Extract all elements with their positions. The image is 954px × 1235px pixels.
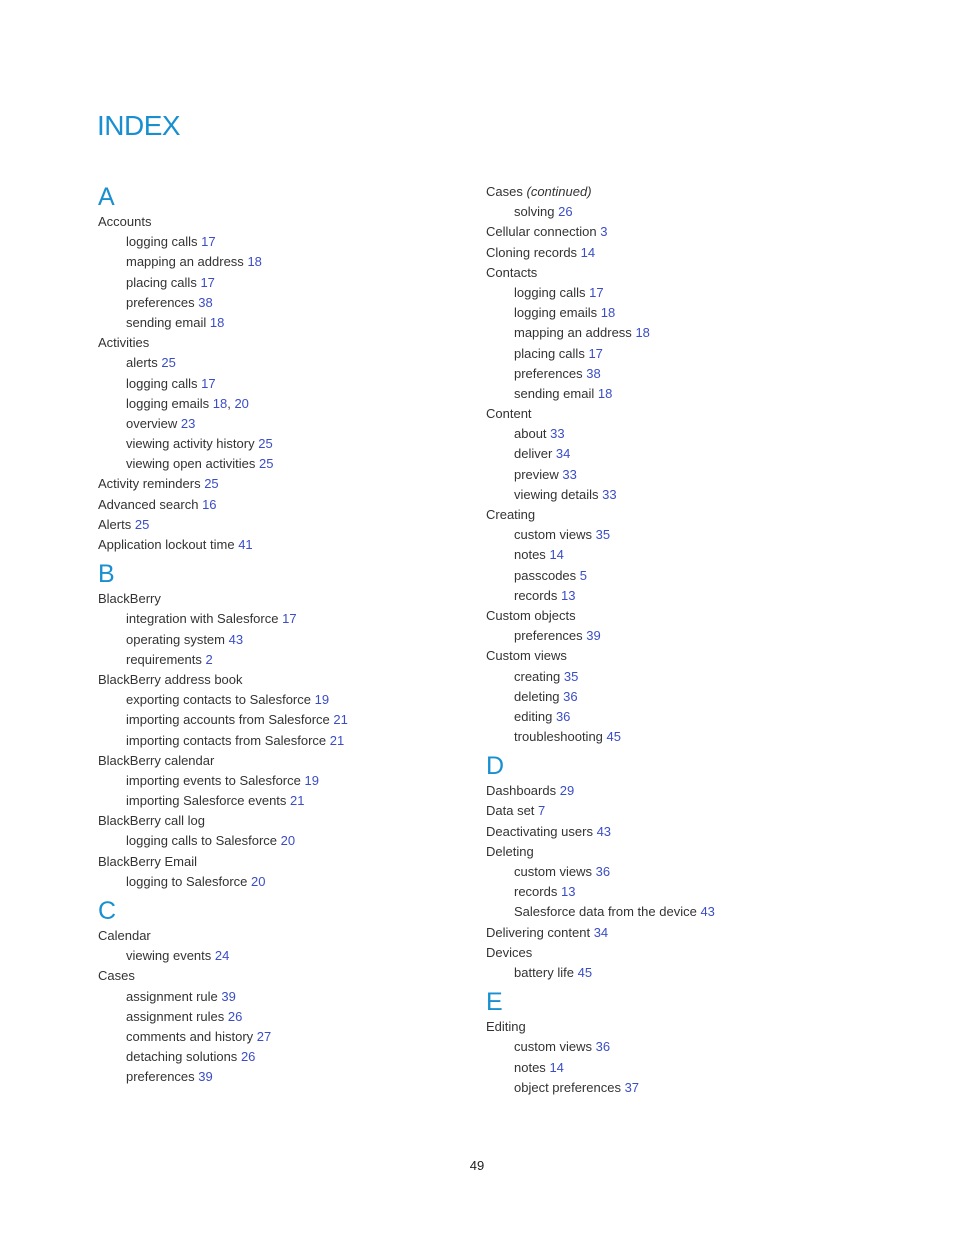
page-ref-link[interactable]: 13 bbox=[560, 587, 576, 603]
page-ref-link[interactable]: 38 bbox=[198, 294, 213, 310]
index-subentry-records bbox=[486, 882, 886, 902]
page-ref-link[interactable]: 23 bbox=[180, 415, 196, 431]
entry-label: Custom objects bbox=[486, 607, 576, 623]
page-ref-link[interactable]: 27 bbox=[256, 1028, 272, 1044]
entry-label: preferences bbox=[126, 1069, 195, 1085]
index-subentry-importing-events-to-salesforce bbox=[98, 771, 498, 791]
entry-label: importing Salesforce events bbox=[126, 793, 287, 809]
page-ref-link[interactable]: 26 bbox=[227, 1008, 243, 1024]
page-ref-link[interactable]: 20 bbox=[280, 833, 296, 849]
page-ref-link[interactable]: 5 bbox=[579, 567, 588, 583]
index-entry-alerts bbox=[98, 515, 498, 535]
page-ref-link[interactable]: 36 bbox=[555, 708, 571, 724]
entry-label: notes bbox=[514, 1059, 546, 1075]
index-subentry-logging-calls bbox=[486, 283, 886, 303]
index-subentry-requirements bbox=[98, 650, 498, 670]
entry-label: Activities bbox=[98, 335, 150, 351]
index-subentry-solving bbox=[486, 202, 886, 222]
page-ref-link[interactable]: 21 bbox=[290, 793, 305, 809]
entry-label: sending email bbox=[514, 385, 595, 401]
page-ref-link[interactable]: 21 bbox=[333, 712, 348, 728]
index-entry-editing bbox=[486, 1017, 886, 1037]
index-subentry-logging-emails bbox=[486, 303, 886, 323]
index-entry-dashboards bbox=[486, 781, 886, 801]
page-ref-link[interactable]: 18 bbox=[597, 385, 613, 401]
index-subentry-placing-calls bbox=[486, 344, 886, 364]
index-subentry-placing-calls bbox=[98, 273, 498, 293]
entry-label: Data set bbox=[486, 803, 535, 819]
page-ref-link[interactable]: 17 bbox=[589, 284, 604, 300]
page-ref-link[interactable]: 43 bbox=[700, 904, 715, 920]
page-number: 49 bbox=[469, 1158, 485, 1173]
page-ref-link[interactable]: 18 bbox=[600, 305, 616, 321]
entry-label: importing events to Salesforce bbox=[126, 772, 301, 788]
index-subentry-logging-calls bbox=[98, 374, 498, 394]
index-subentry-deleting bbox=[486, 687, 886, 707]
entry-label: records bbox=[514, 884, 558, 900]
entry-label: object preferences bbox=[514, 1079, 621, 1095]
index-entry-devices bbox=[486, 943, 886, 963]
entry-label: solving bbox=[514, 204, 555, 220]
index-entry-application-lockout-time bbox=[98, 535, 498, 555]
index-subentry-assignment-rule bbox=[98, 987, 498, 1007]
entry-label: Dashboards bbox=[486, 783, 557, 799]
index-column-right bbox=[486, 182, 886, 1098]
page-ref-link[interactable]: 26 bbox=[240, 1049, 256, 1065]
page-ref-link[interactable]: 21 bbox=[329, 732, 345, 748]
index-entry-creating bbox=[486, 505, 886, 525]
entry-label: Cloning records bbox=[486, 244, 578, 260]
entry-label: mapping an address bbox=[514, 325, 632, 341]
entry-label: BlackBerry address book bbox=[98, 671, 243, 687]
entry-label: records bbox=[514, 587, 558, 603]
index-subentry-mapping-an-address bbox=[98, 252, 498, 272]
entry-label: Cases bbox=[98, 968, 135, 984]
entry-label: placing calls bbox=[514, 345, 585, 361]
index-entry-accounts bbox=[98, 212, 498, 232]
entry-label: logging calls to Salesforce bbox=[126, 833, 278, 849]
entry-label: Devices bbox=[486, 944, 533, 960]
page-ref-link[interactable]: 17 bbox=[200, 274, 215, 290]
index-subentry-viewing-open-activities bbox=[98, 454, 498, 474]
index-subentry-sending-email bbox=[98, 313, 498, 333]
index-subentry-object-preferences bbox=[486, 1078, 886, 1098]
index-entry-blackberry bbox=[98, 589, 498, 609]
index-subentry-logging-calls bbox=[98, 232, 498, 252]
entry-label: Content bbox=[486, 406, 532, 422]
page-ref-link[interactable]: 36 bbox=[595, 1039, 611, 1055]
entry-label: Deactivating users bbox=[486, 823, 593, 839]
index-subentry-logging-emails: logging emails 18, 20 bbox=[126, 395, 249, 411]
page-ref-link[interactable]: 29 bbox=[559, 783, 575, 799]
entry-label: detaching solutions bbox=[126, 1049, 238, 1065]
page-ref-link[interactable]: 18 bbox=[209, 314, 225, 330]
entry-label: custom views bbox=[514, 527, 593, 543]
entry-label: sending email bbox=[126, 314, 207, 330]
index-subentry-custom-views bbox=[486, 862, 886, 882]
page-ref-link[interactable]: 39 bbox=[198, 1069, 213, 1085]
page-ref-link[interactable]: 18 bbox=[247, 254, 262, 270]
index-subentry-operating-system bbox=[98, 630, 498, 650]
index-subentry-deliver bbox=[486, 444, 886, 464]
index-entry-contacts bbox=[486, 263, 886, 283]
index-subentry-notes bbox=[486, 1058, 886, 1078]
entry-label: Alerts bbox=[98, 516, 132, 532]
index-subentry-mapping-an-address bbox=[486, 323, 886, 343]
index-entry-activity-reminders bbox=[98, 474, 498, 494]
section-letter-d: D bbox=[486, 752, 505, 781]
index-entry-activities bbox=[98, 333, 498, 353]
index-subentry-viewing-events bbox=[98, 946, 498, 966]
entry-label: Deleting bbox=[486, 843, 534, 859]
index-subentry-exporting-contacts-to-salesforce bbox=[98, 690, 498, 710]
page-ref-link[interactable]: 17 bbox=[201, 375, 216, 391]
continued-label: (continued) bbox=[526, 184, 592, 199]
section-letter-e: E bbox=[486, 988, 503, 1017]
page-ref-link[interactable]: 39 bbox=[586, 628, 601, 644]
index-entry-custom-objects bbox=[486, 606, 886, 626]
index-entry-data-set bbox=[486, 801, 886, 821]
index-subentry-troubleshooting bbox=[486, 727, 886, 747]
entry-label: Calendar bbox=[98, 928, 151, 943]
index-subentry-viewing-details bbox=[486, 485, 886, 505]
index-entry-deactivating-users bbox=[486, 822, 886, 842]
page-ref-link[interactable]: 45 bbox=[577, 964, 593, 980]
section-letter-a: A bbox=[98, 183, 115, 211]
entry-label: logging calls bbox=[126, 375, 198, 391]
entry-label: about bbox=[514, 426, 547, 442]
entry-label: viewing activity history bbox=[126, 436, 255, 452]
entry-label: Activity reminders bbox=[98, 476, 201, 492]
page-title: INDEX bbox=[97, 110, 181, 141]
index-entry-blackberry-email bbox=[98, 852, 498, 872]
entry-label: requirements bbox=[126, 651, 202, 667]
entry-label: Cellular connection bbox=[486, 224, 597, 240]
entry-label: preview bbox=[514, 466, 559, 482]
index-subentry-overview bbox=[98, 414, 498, 434]
index-entry-advanced-search bbox=[98, 495, 498, 515]
page-ref-link[interactable]: 14 bbox=[549, 547, 564, 563]
index-subentry-preferences bbox=[98, 293, 498, 313]
page-ref-link[interactable]: 25 bbox=[258, 456, 274, 472]
entry-label: assignment rule bbox=[126, 988, 218, 1004]
index-subentry-creating bbox=[486, 667, 886, 687]
index-entry-delivering-content bbox=[486, 923, 886, 943]
entry-label: integration with Salesforce bbox=[126, 611, 279, 627]
index-entry-cases bbox=[98, 966, 498, 986]
entry-label: preferences bbox=[514, 628, 583, 644]
page-ref-link[interactable]: 33 bbox=[550, 426, 565, 442]
index-subentry-battery-life bbox=[486, 963, 886, 983]
entry-label: preferences bbox=[514, 365, 583, 381]
index-subentry-preferences bbox=[486, 364, 886, 384]
page-ref-link[interactable]: 25 bbox=[134, 516, 150, 532]
index-entry-cellular-connection bbox=[486, 222, 886, 242]
index-entry-deleting bbox=[486, 842, 886, 862]
index-subentry-logging-calls-to-salesforce bbox=[98, 831, 498, 851]
page-ref-link[interactable]: 17 bbox=[282, 611, 297, 627]
index-subentry-passcodes bbox=[486, 566, 886, 586]
entry-label: alerts bbox=[126, 355, 158, 371]
index-subentry-comments-and-history bbox=[98, 1027, 498, 1047]
entry-label: Custom views bbox=[486, 648, 567, 664]
entry-label: Creating bbox=[486, 507, 536, 522]
page-ref-link[interactable]: 36 bbox=[563, 688, 578, 704]
page-ref-link[interactable]: 35 bbox=[595, 527, 611, 543]
entry-label: Contacts bbox=[486, 264, 538, 280]
index-subentry-custom-views bbox=[486, 525, 886, 545]
page-ref-link[interactable]: 26 bbox=[558, 204, 573, 220]
page-ref-link[interactable]: 3 bbox=[600, 224, 608, 240]
entry-label: troubleshooting bbox=[514, 729, 603, 745]
index-subentry-preferences bbox=[98, 1067, 498, 1087]
entry-label: logging emails bbox=[126, 395, 210, 411]
page-ref-link[interactable]: 18 bbox=[212, 395, 228, 411]
entry-label: Cases bbox=[486, 184, 523, 199]
index-entry-blackberry-call-log bbox=[98, 811, 498, 831]
entry-label: logging emails bbox=[514, 305, 598, 321]
entry-label: passcodes bbox=[514, 567, 577, 583]
page-ref-link[interactable]: 25 bbox=[204, 476, 219, 492]
entry-label: deliver bbox=[514, 446, 553, 462]
index-subentry-alerts bbox=[98, 353, 498, 373]
entry-label: Advanced search bbox=[98, 496, 199, 512]
entry-label: Editing bbox=[486, 1019, 526, 1035]
entry-label: overview bbox=[126, 415, 178, 431]
index-entry-blackberry-address-book bbox=[98, 670, 498, 690]
entry-label: logging calls bbox=[514, 284, 586, 300]
entry-label: viewing open activities bbox=[126, 456, 256, 472]
entry-label: viewing details bbox=[514, 486, 599, 502]
page-ref-link[interactable]: 16 bbox=[202, 496, 217, 512]
index-subentry-integration-with-salesforce bbox=[98, 609, 498, 629]
index-subentry-custom-views bbox=[486, 1037, 886, 1057]
page-ref-link[interactable]: 33 bbox=[602, 486, 617, 502]
page-ref-link[interactable]: 25 bbox=[258, 436, 273, 452]
entry-label: placing calls bbox=[126, 274, 197, 290]
index-entry-content bbox=[486, 404, 886, 424]
page-ref-link[interactable]: 19 bbox=[304, 772, 319, 788]
index-entry-cases bbox=[486, 182, 886, 202]
page-ref-link[interactable]: 43 bbox=[228, 631, 244, 647]
entry-label: Salesforce data from the device bbox=[514, 904, 697, 920]
page-ref-link[interactable]: 34 bbox=[555, 446, 571, 462]
page-ref-link[interactable]: 17 bbox=[588, 345, 603, 361]
index-entry-cloning-records bbox=[486, 243, 886, 263]
page-ref-link[interactable]: 35 bbox=[563, 668, 579, 684]
entry-label: Accounts bbox=[98, 214, 152, 229]
page-ref-link[interactable]: 25 bbox=[161, 355, 176, 371]
page-ref-link[interactable]: 38 bbox=[586, 365, 601, 381]
page-ref-link[interactable]: 17 bbox=[201, 234, 216, 250]
entry-label: battery life bbox=[514, 964, 574, 980]
index-subentry-notes bbox=[486, 545, 886, 565]
page-ref-link[interactable]: 20 bbox=[234, 395, 249, 411]
page-ref-link[interactable]: 19 bbox=[314, 692, 330, 708]
page-ref-link[interactable]: 34 bbox=[593, 924, 609, 940]
index-entry-calendar bbox=[98, 926, 498, 946]
entry-label: exporting contacts to Salesforce bbox=[126, 692, 311, 708]
page-ref-link[interactable]: 45 bbox=[606, 729, 621, 745]
entry-label: Delivering content bbox=[486, 924, 591, 940]
entry-label: viewing events bbox=[126, 948, 212, 964]
entry-label: deleting bbox=[514, 688, 560, 704]
entry-label: creating bbox=[514, 668, 561, 684]
index-subentry-assignment-rules bbox=[98, 1007, 498, 1027]
entry-label: custom views bbox=[514, 864, 593, 879]
index-subentry-viewing-activity-history bbox=[98, 434, 498, 454]
entry-label: importing accounts from Salesforce bbox=[126, 712, 330, 728]
entry-label: logging calls bbox=[126, 234, 198, 250]
page-ref-link[interactable]: 7 bbox=[538, 803, 546, 819]
index-column-left bbox=[98, 182, 498, 1088]
entry-label: BlackBerry call log bbox=[98, 813, 205, 829]
entry-label: BlackBerry Email bbox=[98, 853, 197, 869]
section-letter-c: C bbox=[98, 897, 117, 925]
index-subentry-logging-to-salesforce bbox=[98, 872, 498, 892]
page-ref-link[interactable]: 39 bbox=[221, 988, 236, 1004]
entry-label: comments and history bbox=[126, 1028, 254, 1044]
page-ref-link[interactable]: 20 bbox=[251, 873, 266, 889]
index-subentry-about bbox=[486, 424, 886, 444]
entry-label: importing contacts from Salesforce bbox=[126, 732, 327, 748]
entry-label: Application lockout time bbox=[98, 537, 235, 552]
entry-label: editing bbox=[514, 708, 553, 724]
page-ref-link[interactable]: 41 bbox=[238, 537, 253, 552]
page-ref-link[interactable]: 36 bbox=[595, 864, 611, 879]
page-ref-link[interactable]: 14 bbox=[580, 244, 596, 260]
index-subentry-importing-salesforce-events bbox=[98, 791, 498, 811]
index-subentry-salesforce-data-from-the-device bbox=[486, 902, 886, 922]
index-entry-custom-views bbox=[486, 646, 886, 666]
page-ref-link[interactable]: 2 bbox=[205, 651, 213, 667]
entry-label: logging to Salesforce bbox=[126, 873, 248, 889]
index-subentry-detaching-solutions bbox=[98, 1047, 498, 1067]
page-ref-link[interactable]: 24 bbox=[214, 948, 230, 964]
index-subentry-preview bbox=[486, 465, 886, 485]
entry-label: custom views bbox=[514, 1039, 593, 1055]
index-subentry-editing bbox=[486, 707, 886, 727]
entry-label: preferences bbox=[126, 294, 195, 310]
entry-label: assignment rules bbox=[126, 1008, 225, 1024]
entry-label: notes bbox=[514, 547, 546, 563]
index-subentry-records bbox=[486, 586, 886, 606]
entry-label: BlackBerry bbox=[98, 591, 161, 607]
page-ref-link[interactable]: 37 bbox=[624, 1079, 640, 1095]
entry-label: BlackBerry calendar bbox=[98, 752, 215, 768]
index-entry-blackberry-calendar bbox=[98, 751, 498, 771]
page-ref-link[interactable]: 18 bbox=[635, 325, 650, 341]
index-subentry-sending-email bbox=[486, 384, 886, 404]
page-ref-link[interactable]: 43 bbox=[596, 823, 612, 839]
index-subentry-importing-accounts-from-salesforce bbox=[98, 710, 498, 730]
page-ref-link[interactable]: 13 bbox=[560, 884, 576, 900]
page-ref-link[interactable]: 33 bbox=[562, 466, 577, 482]
entry-label: operating system bbox=[126, 631, 225, 647]
index-subentry-importing-contacts-from-salesforce bbox=[98, 731, 498, 751]
page-ref-link[interactable]: 14 bbox=[549, 1059, 564, 1075]
index-subentry-preferences bbox=[486, 626, 886, 646]
section-letter-b: B bbox=[98, 560, 115, 589]
entry-label: mapping an address bbox=[126, 254, 244, 270]
